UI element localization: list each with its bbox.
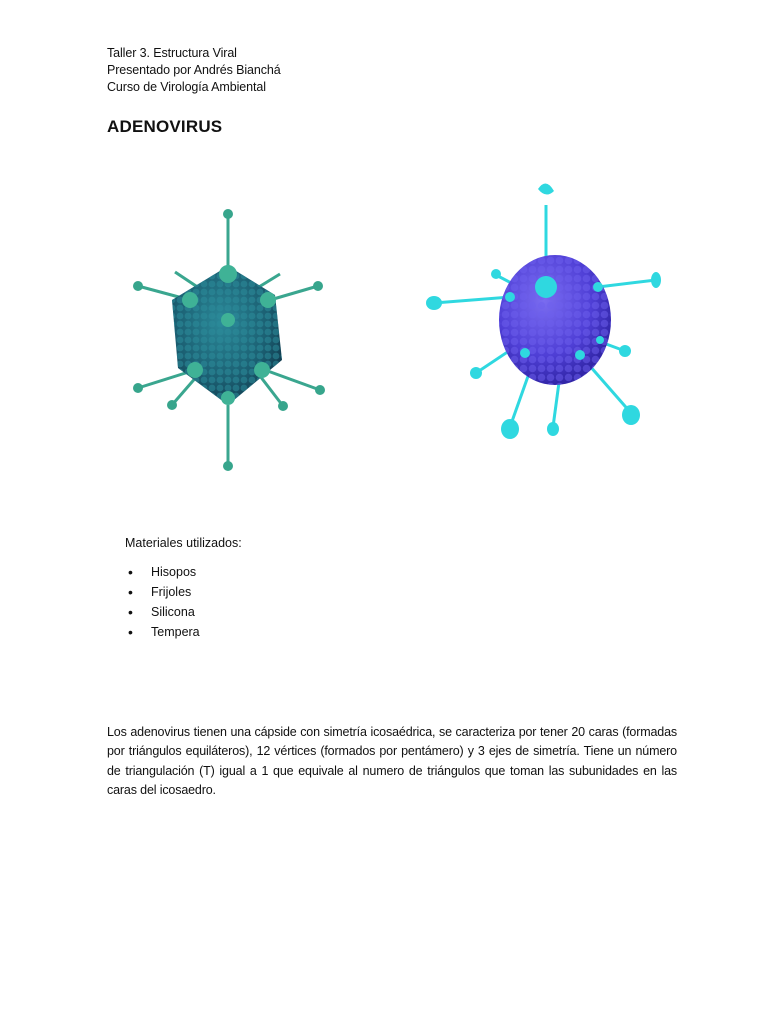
- list-item: • Hisopos: [128, 562, 200, 582]
- description-paragraph: Los adenovirus tienen una cápside con simetría icosaédrica, se caracteriza por tener 20 caras (formadas por triángulos equiláteros), 12 vértices (formados por pentámero) y 3 ejes de simetría. Tiene un número de triangulación (T) igual a 1 que equivale al numero de triángulos que toman las subunidades en las caras del icosaedro.: [107, 724, 677, 797]
- list-item: • Silicona: [128, 602, 200, 622]
- adenovirus-teal-illustration: [120, 200, 340, 480]
- page-title: ADENOVIRUS: [107, 117, 223, 136]
- header-line-author: Presentado por Andrés Bianchá: [107, 63, 281, 77]
- header-line-course: Curso de Virología Ambiental: [107, 80, 266, 94]
- header-line-course-workshop: Taller 3. Estructura Viral: [107, 46, 237, 60]
- materials-list: [128, 562, 200, 642]
- materials-heading: Materiales utilizados:: [125, 536, 242, 550]
- document-header: [107, 45, 281, 96]
- adenovirus-purple-illustration: [420, 175, 670, 450]
- list-item: • Frijoles: [128, 582, 200, 602]
- list-item: • Tempera: [128, 622, 200, 642]
